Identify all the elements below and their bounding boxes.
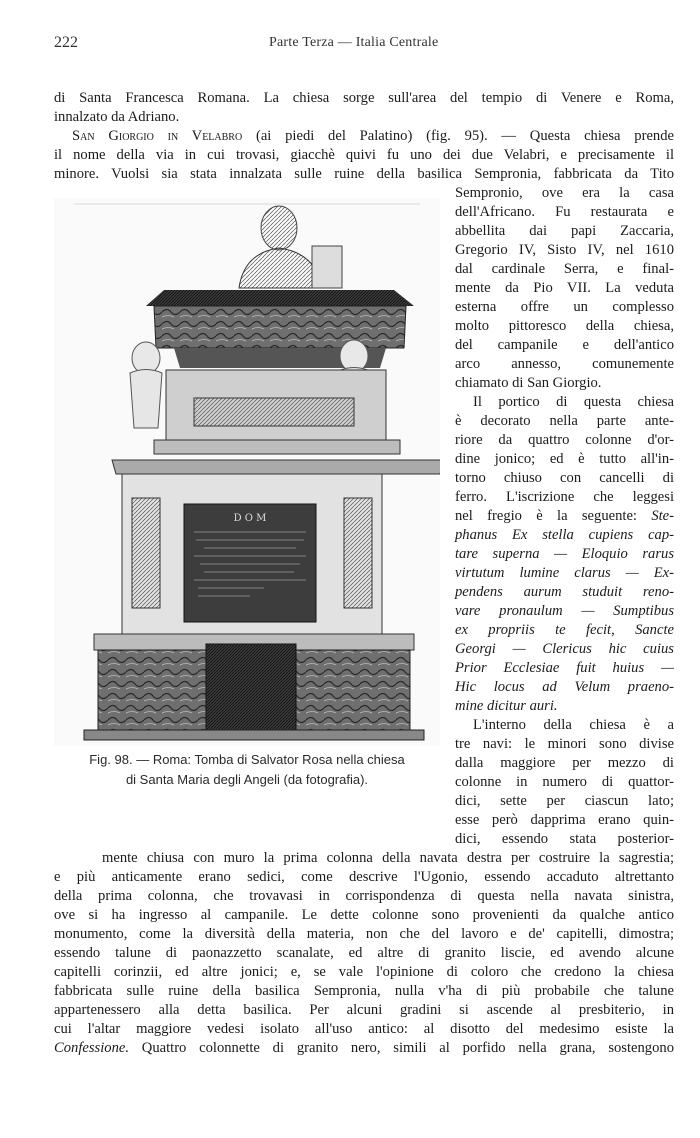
inscription-text: Hic locus ad Velum praeno- (455, 679, 674, 695)
figure-tomb-illustration (54, 198, 440, 746)
figure-caption (54, 750, 440, 790)
inscription-text: Georgi — Clericus hic cuius (455, 641, 674, 657)
text-line: di Santa Francesca Romana. La chiesa sorge sull'area del tempio di Venere e Roma, (54, 90, 674, 106)
inscription-line (455, 602, 674, 621)
inscription-line (455, 526, 674, 545)
inscription-line (455, 621, 674, 640)
text-line: colonne in numero di quattor- (455, 774, 674, 790)
text-line: fabbricata sulle ruine della basilica Sempronia, nulla v'ha di più probabile che talune (54, 983, 674, 999)
text-line: chiamato di San Giorgio. (455, 375, 602, 391)
text-span: nel fregio è la seguente: (455, 508, 637, 524)
text-line: capitelli corinzii, ed altre jonici; e, se vale l'opinione di coloro che credono la chiesa (54, 964, 674, 980)
inscription-text: mine dicitur auri. (455, 698, 558, 714)
tomb-monument-engraving (54, 198, 440, 746)
caption-line: di Santa Maria degli Angeli (da fotografia). (125, 772, 369, 787)
plaque-letters: D O M (233, 513, 267, 524)
section-title: San Giorgio in Velabro (72, 128, 243, 144)
text-line: e più anticamente erano sedici, come descrive l'Ugonio, essendo accaduto altrettanto (54, 869, 674, 885)
section-heading-line (54, 127, 674, 146)
text-line: Gregorio IV, Sisto IV, nel 1610 (455, 242, 674, 258)
text-line: dell'Africano. Fu restaurata e (455, 204, 674, 220)
text-line: esterna offre un complesso (455, 299, 674, 315)
running-title: Parte Terza — Italia Centrale (269, 35, 439, 50)
text-line: minore. Vuolsi sia stata innalzata sulle ruine della basilica Sempronia, fabbricata da Tito (54, 166, 674, 182)
text-line: mente chiusa con muro la prima colonna della navata destra per costruire la sagrestia; (102, 850, 674, 866)
inscription-line (455, 697, 674, 716)
text-line: abbellita dai papi Zaccaria, (455, 223, 674, 239)
text-line: essendo talune di paonazzetto scanalate, ed altre di granito liscie, ed avendo alcune (54, 945, 674, 961)
text-line: torno chiuso con cancelli di (455, 470, 674, 486)
text-line: dal cardinale Serra, e final- (455, 261, 674, 277)
text-line: ferro. L'iscrizione che leggesi (455, 489, 674, 505)
text-line: L'interno della chiesa è a (473, 717, 674, 733)
inscription-text: virtutum lumine clarus — Ex- (455, 565, 674, 581)
text-line: molto pittoresco della chiesa, (455, 318, 674, 334)
inscription-text: ex propriis te fecit, Sancte (455, 622, 674, 638)
text-line: dici, sette per ciascun lato; (455, 793, 674, 809)
text-line: del campanile e dell'antico (455, 337, 674, 353)
text-line: ove si ha ingresso al campanile. Le dette colonne sono provenienti da qualche antico (54, 907, 674, 923)
text-line (54, 1039, 674, 1058)
page-number: 222 (54, 34, 78, 51)
text-line: cui l'altar maggiore vedesi isolato all'uso antico: al disotto del medesimo esiste la (54, 1021, 674, 1037)
page-header (54, 34, 674, 56)
text-line (455, 507, 674, 526)
italic-term: Confessione. (54, 1040, 129, 1056)
text-span: (ai piedi del Palatino) (fig. 95). — Questa chiesa prende (242, 128, 674, 144)
text-line: della prima colonna, che trovavasi in corrispondenza di questa nella navata sinistra, (54, 888, 674, 904)
inscription-line (455, 640, 674, 659)
text-span: Quattro colonnette di granito nero, simili al porfido nella grana, sostengono (129, 1040, 674, 1056)
text-line: Il portico di questa chiesa (473, 394, 674, 410)
inscription-line (455, 564, 674, 583)
inscription-line (455, 545, 674, 564)
text-line: mente da Pio VII. La veduta (455, 280, 674, 296)
inscription-text: phanus Ex stella cupiens cap- (455, 527, 674, 543)
text-line: dalla maggiore per mezzo di (455, 755, 674, 771)
text-line: arco annesso, comunemente (455, 356, 674, 372)
text-line: dici, essendo stata posterior- (455, 831, 674, 847)
inscription-line (455, 678, 674, 697)
text-line: tre navi: le minori sono divise (455, 736, 674, 752)
inscription-text: Prior Ecclesiae fuit huius — (455, 660, 674, 676)
text-line: monumento, come la diversità della materia, non che del lavoro e de' capitelli, dimostra; (54, 926, 674, 942)
text-line: riore da quattro colonne d'or- (455, 432, 674, 448)
inscription-text: pendens aurum studuit reno- (455, 584, 674, 600)
text-line: innalzato da Adriano. (54, 109, 180, 125)
text-line: Sempronio, ove era la casa (455, 185, 674, 201)
text-line: esse però dapprima erano quin- (455, 812, 674, 828)
inscription-line (455, 659, 674, 678)
text-line: dine jonico; ed è tutto all'in- (455, 451, 674, 467)
inscription-text: vare pronaulum — Sumptibus (455, 603, 674, 619)
text-line: il nome della via in cui trovasi, giacchè quivi fu uno dei due Velabri, e precisamente il (54, 147, 674, 163)
text-line: appartenessero alla detta basilica. Per alcuni gradini si ascende al presbiterio, in (54, 1002, 674, 1018)
text-line: è decorato nella parte ante- (455, 413, 674, 429)
inscription-text: Ste- (651, 508, 675, 524)
caption-line: Fig. 98. — Roma: Tomba di Salvator Rosa nella chiesa (89, 752, 405, 767)
inscription-line (455, 583, 674, 602)
inscription-text: tare superna — Eloquio rarus (455, 546, 674, 562)
